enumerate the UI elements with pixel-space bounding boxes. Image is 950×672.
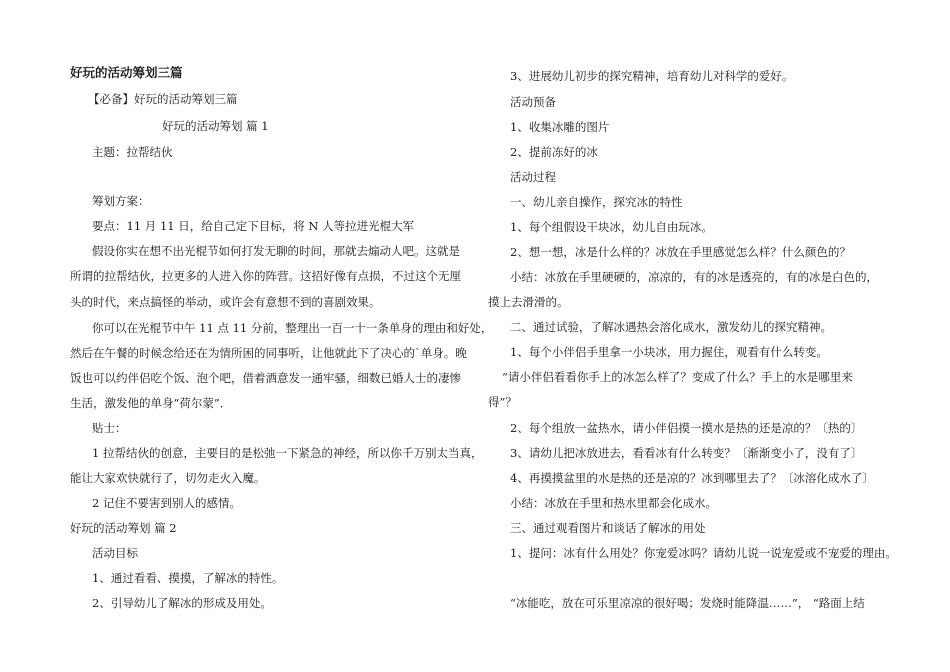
process-label: 活动过程 [510, 170, 556, 184]
para2-line-3: 饭也可以约伴侣吃个饭、泡个吧，借着酒意发一通牢骚，细数已婚人士的凄惨 [70, 371, 461, 385]
tips-label: 贴士： [92, 421, 127, 435]
summary2: 小结：冰放在手里和热水里都会化成水。 [510, 496, 717, 510]
tip2: 2 记住不要害到别人的感情。 [92, 496, 241, 510]
section1-heading: 好玩的活动筹划 篇 1 [162, 119, 269, 133]
para1-line-2: 所谓的拉帮结伙，拉更多的人进入你的阵营。这招好像有点损，不过这个无厘 [70, 269, 461, 283]
document-title: 好玩的活动筹划三篇 [70, 65, 183, 80]
prep-2: 2、提前冻好的冰 [510, 145, 598, 159]
step3-item-1: 1、提问：冰有什么用处？你宠爱冰吗？请幼儿说一说宠爱或不宠爱的理由。 [510, 546, 897, 560]
step1-item-1: 1、每个组假设干块冰，幼儿自由玩冰。 [510, 220, 713, 234]
step3-title: 三、通过观看图片和谈话了解冰的用处 [510, 521, 706, 535]
tip1-line-2: 能让大家欢快就行了，切勿走火入魔。 [70, 471, 266, 485]
theme-line: 主题：拉帮结伙 [92, 145, 173, 159]
step2-title: 二、通过试验，了解冰遇热会溶化成水，激发幼儿的探究精神。 [510, 320, 832, 334]
step2-item-1: 1、每个小伴侣手里拿一小块冰，用力握住，观看有什么转变。 [510, 345, 828, 359]
plan-label: 筹划方案： [92, 194, 150, 208]
step1-item-2: 2、想一想，冰是什么样的？冰放在手里感觉怎么样？什么颜色的？ [510, 245, 851, 259]
step3-quote: “冰能吃，放在可乐里凉凉的很好喝；发烧时能降温……”， “路面上结 [510, 596, 865, 610]
summary1-line-1: 小结：冰放在手里硬硬的，凉凉的，有的冰是透亮的，有的冰是白色的， [510, 270, 878, 284]
tip1-line-1: 1 拉帮结伙的创意，主要目的是松弛一下紧急的神经，所以你千万别太当真， [92, 446, 483, 460]
step2-quote-line-2: 得”？ [488, 395, 517, 409]
step2-quote-line-1: “请小伴侣看看你手上的冰怎么样了？变成了什么？手上的水是哪里来 [502, 370, 853, 384]
para1-line-1: 假设你实在想不出光棍节如何打发无聊的时间，那就去煽动人吧。这就是 [92, 244, 460, 258]
goals-label: 活动目标 [92, 546, 138, 560]
para1-line-3: 头的时代，来点搞怪的举动，或许会有意想不到的喜剧效果。 [70, 295, 381, 309]
section2-heading: 好玩的活动筹划 篇 2 [70, 521, 177, 535]
para2-line-1: 你可以在光棍节中午 11 点 11 分前，整理出一百一十一条单身的理由和好处， [92, 321, 493, 335]
para2-line-2: 然后在午餐的时候念给还在为情所困的同事听，让他就此下了决心的`单身。晚 [70, 346, 467, 360]
step2-item-4: 4、再摸摸盆里的水是热的还是凉的？冰到哪里去了？〔冰溶化成水了〕 [510, 471, 874, 485]
goal-3: 3、进展幼儿初步的探究精神，培育幼儿对科学的爱好。 [510, 69, 794, 83]
step2-item-3: 3、请幼儿把冰放进去，看看冰有什么转变？〔渐渐变小了，没有了〕 [510, 446, 863, 460]
para2-line-4: 生活，激发他的单身“荷尔蒙”． [70, 396, 232, 410]
prep-label: 活动预备 [510, 95, 556, 109]
goal-1: 1、通过看看、摸摸，了解冰的特性。 [92, 571, 284, 585]
goal-2: 2、引导幼儿了解冰的形成及用处。 [92, 596, 272, 610]
step1-title: 一、幼儿亲自操作，探究冰的特性 [510, 195, 683, 209]
key-point: 要点：11 月 11 日，给自己定下目标，将 N 人等拉进光棍大军 [92, 219, 415, 233]
step2-item-2: 2、每个组放一盆热水，请小伴侣摸一摸水是热的还是凉的？〔热的〕 [510, 421, 863, 435]
prep-1: 1、收集冰雕的图片 [510, 120, 610, 134]
document-subtitle: 【必备】好玩的活动筹划三篇 [88, 92, 238, 106]
summary1-line-2: 摸上去滑滑的。 [488, 295, 569, 309]
